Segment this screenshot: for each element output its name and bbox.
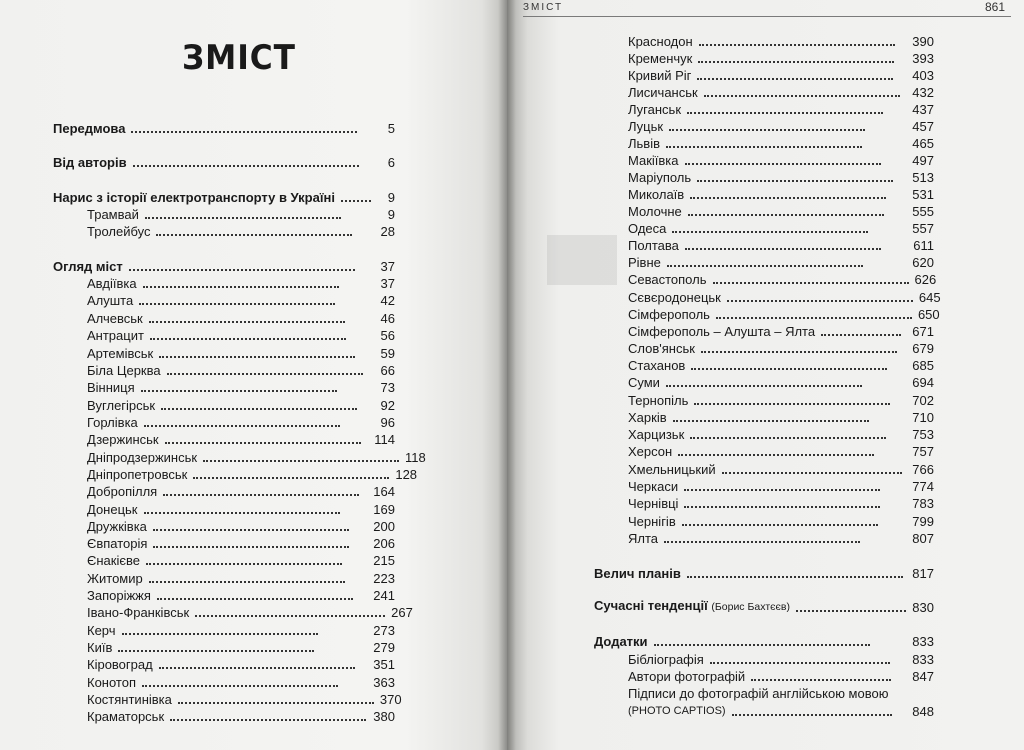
toc-entry [628,530,934,547]
scan-blemish [547,235,617,285]
dot-leader [129,269,355,271]
entry-page-number: 702 [912,393,934,408]
toc-entry [628,186,934,203]
entry-label: Донецьк [87,502,138,517]
dot-leader [163,494,359,496]
entry-page-number: 42 [380,293,395,308]
entry-label: Львів [628,136,661,151]
entry-label: Авдіївка [87,276,137,291]
entry-page-number: 59 [380,346,395,361]
toc-entry [628,220,934,237]
entry-page-number: 848 [912,704,934,719]
dot-leader [732,714,892,716]
toc-entry [87,535,395,552]
entry-label: Запоріжжя [87,588,151,603]
dot-leader [713,282,909,284]
toc-entry [87,691,402,708]
entry-page-number: 66 [380,363,395,378]
dot-leader [159,356,355,358]
toc-entry [87,552,395,569]
entry-page-number: 847 [912,669,934,684]
entry-page-number: 833 [912,652,934,667]
toc-entry [628,135,934,152]
dot-leader [153,529,349,531]
entry-page-number: 671 [912,324,934,339]
entry-label: Чернівці [628,496,679,511]
dot-leader [669,129,865,131]
entry-label: Івано-Франківськ [87,605,190,620]
dot-leader [195,615,385,617]
dot-leader [131,131,357,133]
toc-entry [87,604,413,621]
toc-entry [87,622,395,639]
toc-entry [628,357,934,374]
dot-leader [701,351,897,353]
dot-leader [690,197,886,199]
entry-page-number: 118 [405,450,426,465]
entry-label: Додатки [594,634,648,649]
entry-page-number: 620 [912,255,934,270]
dot-leader [751,679,891,681]
entry-page-number: 807 [912,531,934,546]
entry-label: Антрацит [87,328,144,343]
toc-entry [87,570,395,587]
dot-leader [203,460,399,462]
entry-page-number: 679 [912,341,934,356]
entry-page-number: 457 [912,119,934,134]
dot-leader [673,420,869,422]
entry-label: Дзержинськ [87,432,159,447]
toc-entry [87,449,426,466]
toc-entry [628,152,934,169]
entry-label: Кривий Ріг [628,68,692,83]
entry-page-number: 206 [373,536,395,551]
entry-label: Єнакієве [87,553,140,568]
entry-page-number: 432 [912,85,934,100]
dot-leader [666,146,862,148]
entry-label: Хмельницький [628,462,716,477]
entry-page-number: 774 [912,479,934,494]
dot-leader [796,610,906,612]
dot-leader [133,165,359,167]
entry-label: Дніпропетровськ [87,467,188,482]
dot-leader [139,303,335,305]
toc-entry [628,668,934,685]
left-page [0,0,507,750]
dot-leader [144,512,340,514]
entry-label: Лисичанськ [628,85,698,100]
entry-label: Стаханов [628,358,686,373]
entry-label: Черкаси [628,479,679,494]
dot-leader [716,317,912,319]
entry-label: Кіровоград [87,657,153,672]
entry-label: Велич планів [594,566,681,581]
entry-page-number: 645 [918,290,941,305]
entry-label: Огляд міст [53,259,123,274]
entry-page-number: 267 [391,605,413,620]
dot-leader [694,403,890,405]
dot-leader [341,200,371,202]
entry-page-number: 363 [373,675,395,690]
entry-label: Житомир [87,571,143,586]
toc-entry [87,206,395,223]
toc-entry [628,169,934,186]
dot-leader [165,442,361,444]
entry-page-number: 710 [912,410,934,425]
toc-entry [628,203,934,220]
dot-leader [687,576,903,578]
toc-entry [628,426,934,443]
toc-entry [87,223,395,240]
toc-entry [628,118,934,135]
entry-label: Артемівськ [87,346,154,361]
toc-entry [628,33,934,50]
entry-label: Євпаторія [87,536,148,551]
entry-label: Дніпродзержинськ [87,450,198,465]
toc-entry [628,495,934,512]
entry-label: Молочне [628,204,682,219]
entry-label: Горлівка [87,415,138,430]
toc-entry [87,327,395,344]
toc-entry [628,289,941,306]
entry-page-number: 403 [912,68,934,83]
entry-page-number: 56 [380,328,395,343]
dot-leader [144,425,340,427]
toc-entry [53,120,395,137]
entry-label: Сімферополь – Алушта – Ялта [628,324,816,339]
entry-page-number: 128 [395,467,418,482]
entry-page-number: 37 [380,259,395,274]
entry-page-number: 370 [379,692,402,707]
dot-leader [178,702,374,704]
entry-label: Слов'янськ [628,341,695,356]
entry-label: Херсон [628,444,673,459]
entry-label: Чернігів [628,514,676,529]
toc-entry [628,67,934,84]
entry-page-number: 380 [373,709,395,724]
toc-entry [628,392,934,409]
entry-page-number: 28 [380,224,395,239]
entry-label: Бібліографія [628,652,704,667]
dot-leader [145,217,341,219]
entry-label: Алушта [87,293,134,308]
toc-entry [87,656,395,673]
dot-leader [149,581,345,583]
entry-label: Костянтинівка [87,692,172,707]
toc-entry [628,340,934,357]
entry-label: Рівне [628,255,661,270]
entry-page-number: 114 [374,432,395,447]
toc-entry [628,50,934,67]
toc-entry [53,189,395,206]
dot-leader [143,286,339,288]
entry-label: Підписи до фотографій англійською мовою [628,686,889,701]
toc-entry [628,461,934,478]
dot-leader [697,180,893,182]
dot-leader [684,506,880,508]
toc-entry [87,466,418,483]
dot-leader [691,368,887,370]
entry-page-number: 650 [917,307,940,322]
entry-page-number: 92 [380,398,395,413]
entry-label: Харків [628,410,667,425]
entry-label: Трамвай [87,207,139,222]
entry-label: Краматорськ [87,709,165,724]
entry-label: Від авторів [53,155,127,170]
toc-entry [628,651,934,668]
running-head: ЗМІСТ [523,2,564,13]
toc-entry [87,414,395,431]
header-rule [523,16,1011,17]
dot-leader [697,78,893,80]
toc-entry [628,685,934,702]
entry-page-number: 555 [912,204,934,219]
entry-label: Тернопіль [628,393,689,408]
entry-page-number: 273 [373,623,395,638]
dot-leader [685,163,881,165]
toc-title: ЗМІСТ [182,38,296,78]
page-number: 861 [985,0,1006,14]
toc-entry [628,237,934,254]
entry-label: Конотоп [87,675,137,690]
entry-label: Сучасні тенденції [594,598,708,613]
dot-leader [672,231,868,233]
toc-entry [628,374,934,391]
entry-page-number: 241 [373,588,395,603]
entry-label: Миколаїв [628,187,685,202]
entry-label: Макіївка [628,153,679,168]
dot-leader [170,719,366,721]
dot-leader [156,234,352,236]
entry-page-number: 757 [912,444,934,459]
dot-leader [667,265,863,267]
entry-page-number: 766 [912,462,934,477]
entry-label: Краснодон [628,34,693,49]
entry-label: Полтава [628,238,679,253]
dot-leader [690,437,886,439]
entry-page-number: 351 [373,657,395,672]
entry-page-number: 46 [380,311,395,326]
dot-leader [149,321,345,323]
dot-leader [682,524,878,526]
dot-leader [664,541,860,543]
dot-leader [654,644,870,646]
toc-entry [87,518,395,535]
entry-label: Ялта [628,531,659,546]
entry-page-number: 9 [387,207,395,222]
toc-entry [87,345,395,362]
entry-page-number: 531 [912,187,934,202]
toc-entry [628,323,934,340]
entry-page-number: 393 [912,51,934,66]
entry-label: Передмова [53,121,126,136]
toc-entry [87,587,395,604]
toc-entry [87,708,395,725]
dot-leader [698,61,894,63]
toc-entry [53,258,395,275]
toc-entry [628,254,934,271]
toc-entry [87,674,395,691]
toc-entry [87,397,395,414]
dot-leader [142,685,338,687]
dot-leader [118,650,314,652]
entry-label: Луганськ [628,102,682,117]
entry-page-number: 215 [373,553,395,568]
toc-entry [87,310,395,327]
dot-leader [821,334,901,336]
dot-leader [687,112,883,114]
toc-entry [628,443,934,460]
toc-entry [628,271,937,288]
entry-label: Керч [87,623,116,638]
entry-label: Добропілля [87,484,158,499]
entry-page-number: 73 [380,380,395,395]
entry-page-number: 799 [912,514,934,529]
dot-leader [167,373,363,375]
entry-page-number: 169 [373,502,395,517]
toc-entry [628,101,934,118]
dot-leader [710,662,890,664]
dot-leader [722,472,902,474]
toc-entry [53,154,395,171]
entry-page-number: 833 [912,634,934,649]
entry-page-number: 626 [914,272,937,287]
dot-leader [150,338,346,340]
toc-entry [628,513,934,530]
dot-leader [704,95,900,97]
toc-entry [594,565,934,582]
entry-label: Біла Церква [87,363,161,378]
entry-label: Вінниця [87,380,135,395]
entry-label: Вуглегірськ [87,398,156,413]
toc-entry [628,306,940,323]
dot-leader [159,667,355,669]
toc-entry [628,478,934,495]
dot-leader [153,546,349,548]
entry-page-number: 5 [387,121,395,136]
toc-entry [87,379,395,396]
entry-label: Сімферополь [628,307,710,322]
entry-page-number: 611 [913,238,934,253]
entry-page-number: 830 [912,600,934,615]
toc-entry [87,275,395,292]
entry-page-number: 513 [912,170,934,185]
dot-leader [684,489,880,491]
entry-page-number: 6 [387,155,395,170]
entry-page-number: 465 [912,136,934,151]
entry-page-number: 817 [912,566,934,581]
dot-leader [699,44,895,46]
entry-label: Нарис з історії електротранспорту в Україні [53,190,335,205]
dot-leader [685,248,881,250]
toc-entry [628,703,934,720]
entry-page-number: 694 [912,375,934,390]
entry-page-number: 390 [912,34,934,49]
toc-entry [87,483,395,500]
dot-leader [122,633,318,635]
entry-label: Тролейбус [87,224,151,239]
entry-page-number: 164 [373,484,395,499]
entry-label: Київ [87,640,113,655]
entry-page-number: 753 [912,427,934,442]
entry-page-number: 437 [912,102,934,117]
dot-leader [678,454,874,456]
entry-page-number: 497 [912,153,934,168]
dot-leader [727,300,913,302]
dot-leader [193,477,389,479]
dot-leader [141,390,337,392]
toc-entry [594,633,934,650]
entry-page-number: 9 [387,190,395,205]
entry-page-number: 96 [380,415,395,430]
entry-label: Харцизьк [628,427,685,442]
toc-entry [87,362,395,379]
entry-label: Сєвєродонецьк [628,290,721,305]
toc-entry [87,431,395,448]
toc-entry [628,84,934,101]
entry-page-number: 685 [912,358,934,373]
entry-author-note: (Борис Бахтєєв) [711,601,790,613]
entry-label: Суми [628,375,660,390]
entry-label: Одеса [628,221,667,236]
dot-leader [666,385,862,387]
book-gutter [498,0,516,750]
toc-entry [87,501,395,518]
toc-entry [628,409,934,426]
dot-leader [146,563,342,565]
entry-label: (PHOTO CAPTIOS) [628,705,726,717]
toc-entry [594,599,934,616]
entry-page-number: 279 [373,640,395,655]
entry-label: Маріуполь [628,170,692,185]
toc-entry [87,639,395,656]
toc-entry [87,292,395,309]
entry-page-number: 557 [912,221,934,236]
entry-page-number: 200 [373,519,395,534]
entry-label: Севастополь [628,272,707,287]
dot-leader [157,598,353,600]
entry-label: Алчевськ [87,311,143,326]
entry-label: Автори фотографій [628,669,746,684]
dot-leader [161,408,357,410]
entry-label: Луцьк [628,119,664,134]
entry-label: Кременчук [628,51,693,66]
entry-page-number: 783 [912,496,934,511]
entry-page-number: 37 [380,276,395,291]
dot-leader [688,214,884,216]
entry-page-number: 223 [373,571,395,586]
entry-label: Дружківка [87,519,147,534]
